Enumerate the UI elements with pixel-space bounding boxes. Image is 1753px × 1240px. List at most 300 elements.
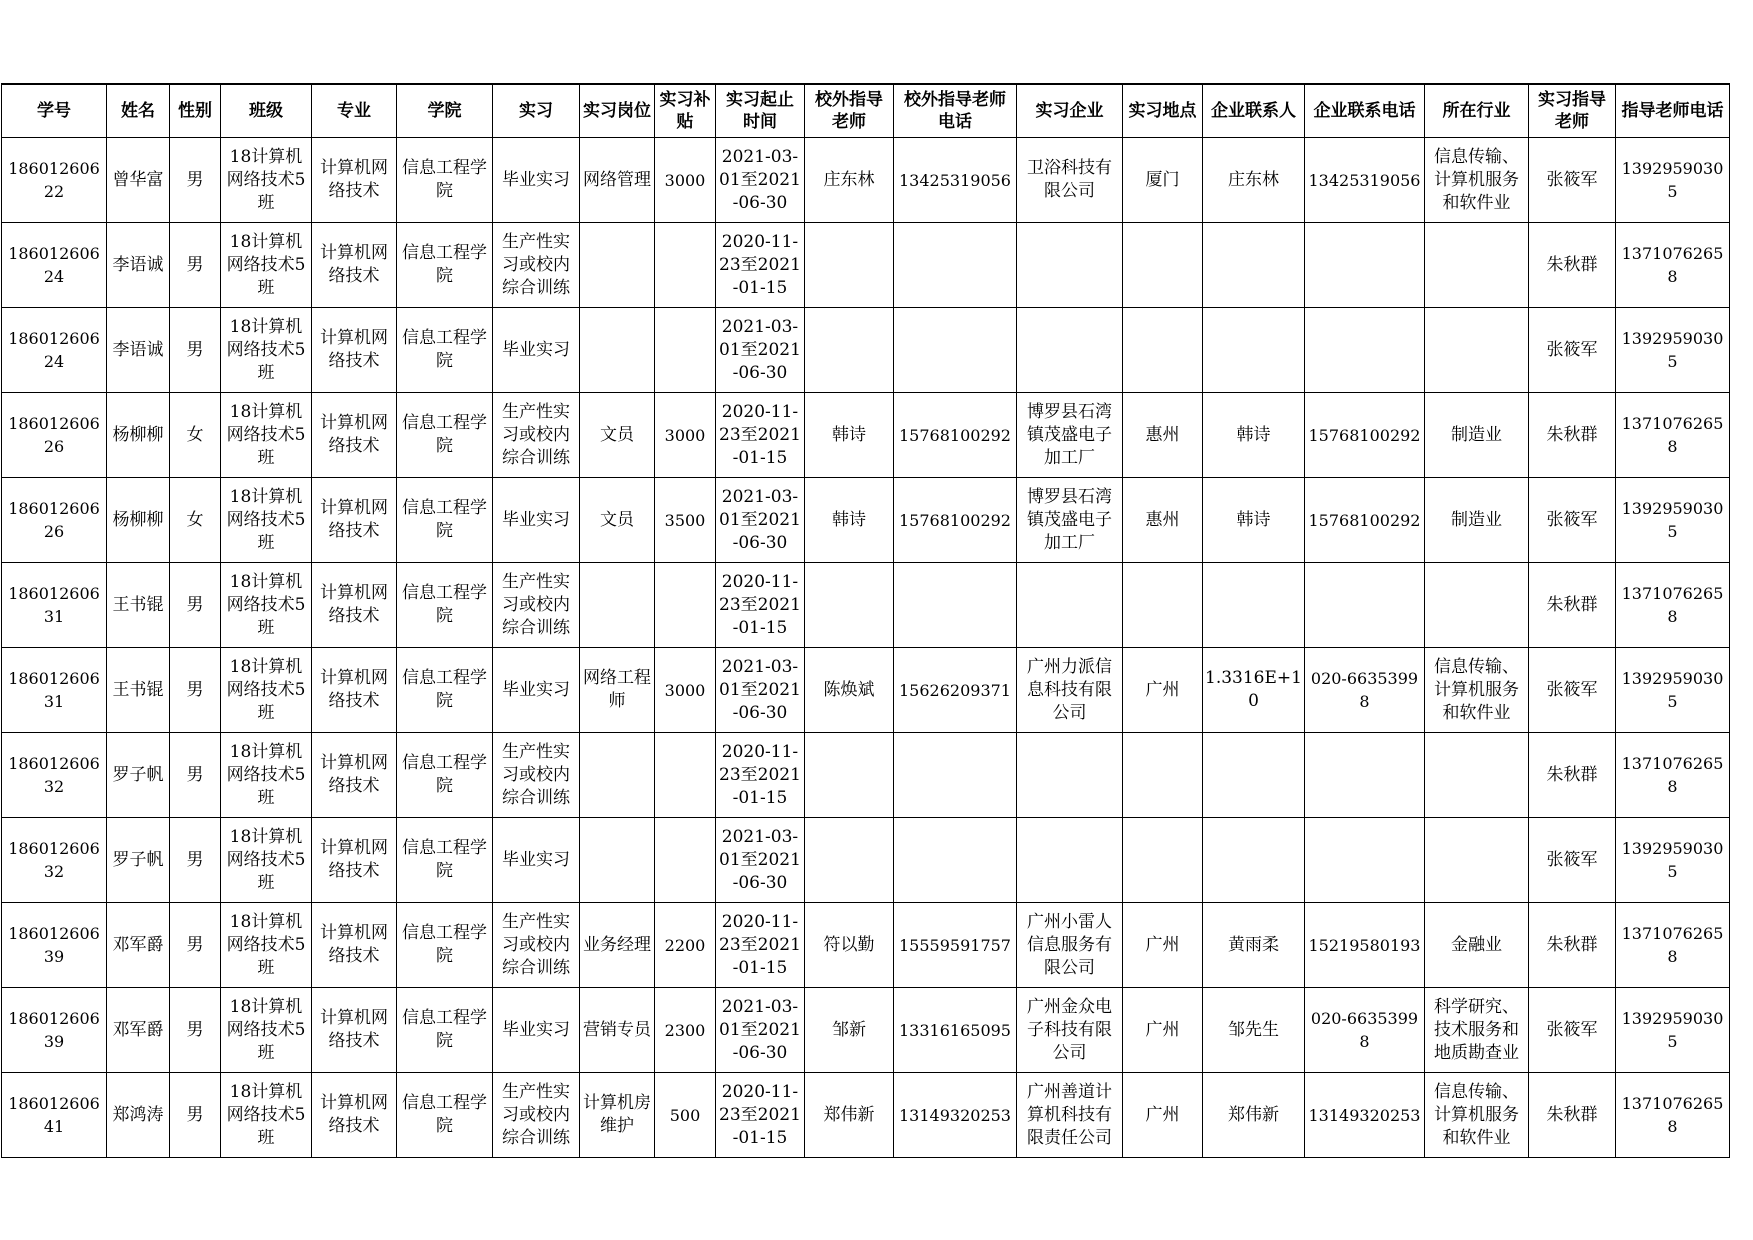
cell-name — [107, 308, 170, 393]
cell-company-phone — [1305, 223, 1425, 308]
cell-class — [221, 223, 312, 308]
cell-text: 13710762658 — [1621, 1094, 1724, 1136]
cell-text: 信息工程学院 — [402, 1008, 487, 1051]
cell-allowance — [655, 478, 716, 563]
cell-text: 李语诚 — [112, 339, 164, 360]
cell-text: 广州 — [1145, 934, 1180, 955]
cell-company-phone — [1305, 138, 1425, 223]
cell-text: 2020-11-23至2021-01-15 — [719, 1081, 801, 1148]
cell-position — [580, 988, 655, 1073]
cell-text: 18601260624 — [8, 329, 100, 371]
cell-text: 朱秋群 — [1546, 594, 1598, 615]
cell-text: 广州 — [1145, 1104, 1180, 1125]
cell-text: 罗子帆 — [112, 764, 164, 785]
cell-text: 信息工程学院 — [402, 838, 487, 881]
cell-class — [221, 818, 312, 903]
cell-gender — [170, 563, 221, 648]
cell-text: 信息工程学院 — [402, 668, 487, 711]
cell-college — [397, 478, 493, 563]
cell-text: 广州 — [1145, 679, 1180, 700]
cell-industry — [1425, 308, 1529, 393]
cell-position — [580, 308, 655, 393]
header-external-mentor-phone: 校外指导老师电话 — [894, 84, 1017, 138]
cell-text: 18计算机网络技术5班 — [226, 1081, 306, 1148]
cell-text: 文员 — [600, 424, 634, 445]
table-body — [2, 138, 1730, 1158]
cell-text: 计算机网络技术 — [320, 1008, 388, 1051]
cell-text: 生产性实习或校内综合训练 — [502, 231, 570, 298]
table-row — [2, 903, 1730, 988]
cell-position — [580, 1073, 655, 1158]
cell-text: 郑伟新 — [1228, 1104, 1279, 1125]
cell-student-id — [2, 308, 107, 393]
cell-text: 罗子帆 — [112, 849, 164, 870]
cell-allowance — [655, 308, 716, 393]
cell-text: 生产性实习或校内综合训练 — [502, 401, 570, 468]
cell-text: 18601260641 — [8, 1094, 100, 1136]
cell-text: 18计算机网络技术5班 — [226, 146, 306, 213]
cell-student-id — [2, 223, 107, 308]
cell-internship-type — [493, 223, 580, 308]
cell-industry — [1425, 1073, 1529, 1158]
cell-text: 制造业 — [1451, 509, 1502, 530]
cell-mentor — [1529, 308, 1616, 393]
cell-text: 博罗县石湾镇茂盛电子加工厂 — [1027, 401, 1112, 468]
cell-text: 朱秋群 — [1546, 254, 1598, 275]
cell-text: 张筱军 — [1546, 169, 1598, 190]
cell-gender — [170, 818, 221, 903]
cell-internship-type — [493, 478, 580, 563]
table-row — [2, 563, 1730, 648]
cell-text: 13710762658 — [1621, 924, 1724, 966]
cell-period — [716, 1073, 805, 1158]
cell-company-contact — [1203, 223, 1305, 308]
cell-external-mentor — [805, 308, 894, 393]
cell-class — [221, 478, 312, 563]
cell-class — [221, 733, 312, 818]
cell-industry — [1425, 903, 1529, 988]
cell-text: 15626209371 — [899, 680, 1011, 700]
cell-student-id — [2, 1073, 107, 1158]
cell-company — [1017, 818, 1123, 903]
cell-company — [1017, 478, 1123, 563]
cell-external-mentor-phone — [894, 138, 1017, 223]
cell-text: 13929590305 — [1621, 159, 1724, 201]
cell-text: 18601260632 — [8, 754, 100, 796]
cell-gender — [170, 903, 221, 988]
cell-gender — [170, 1073, 221, 1158]
cell-mentor-phone — [1616, 1073, 1730, 1158]
cell-text: 13710762658 — [1621, 414, 1724, 456]
cell-name — [107, 648, 170, 733]
cell-text: 2020-11-23至2021-01-15 — [719, 741, 801, 808]
cell-text: 18计算机网络技术5班 — [226, 911, 306, 978]
cell-external-mentor-phone — [894, 733, 1017, 818]
cell-text: 朱秋群 — [1546, 934, 1598, 955]
cell-text: 朱秋群 — [1546, 764, 1598, 785]
cell-college — [397, 818, 493, 903]
cell-name — [107, 1073, 170, 1158]
cell-text: 13149320253 — [1308, 1105, 1421, 1125]
cell-text: 18601260626 — [8, 414, 100, 456]
cell-text: 18601260631 — [8, 669, 100, 711]
cell-text: 毕业实习 — [502, 339, 570, 360]
cell-external-mentor — [805, 733, 894, 818]
cell-text: 18601260639 — [8, 924, 100, 966]
cell-text: 男 — [186, 934, 204, 955]
cell-text: 18计算机网络技术5班 — [226, 571, 306, 638]
cell-text: 网络管理 — [583, 169, 651, 190]
cell-text: 500 — [669, 1105, 701, 1125]
cell-text: 信息工程学院 — [402, 583, 487, 626]
cell-major — [312, 648, 397, 733]
cell-text: 厦门 — [1145, 169, 1180, 190]
cell-text: 2021-03-01至2021-06-30 — [719, 146, 801, 213]
header-position: 实习岗位 — [580, 84, 655, 138]
cell-text: 18601260631 — [8, 584, 100, 626]
cell-name — [107, 733, 170, 818]
cell-major — [312, 393, 397, 478]
cell-class — [221, 648, 312, 733]
cell-location — [1123, 648, 1203, 733]
cell-text: 广州力派信息科技有限公司 — [1027, 656, 1112, 723]
cell-company-contact — [1203, 478, 1305, 563]
cell-class — [221, 988, 312, 1073]
cell-location — [1123, 138, 1203, 223]
cell-company-phone — [1305, 733, 1425, 818]
cell-position — [580, 478, 655, 563]
cell-text: 卫浴科技有限公司 — [1027, 158, 1112, 201]
cell-text: 15559591757 — [899, 935, 1011, 955]
cell-class — [221, 1073, 312, 1158]
cell-company-phone — [1305, 308, 1425, 393]
cell-period — [716, 393, 805, 478]
cell-external-mentor-phone — [894, 478, 1017, 563]
cell-internship-type — [493, 308, 580, 393]
cell-major — [312, 308, 397, 393]
cell-company-phone — [1305, 988, 1425, 1073]
cell-text: 网络工程师 — [583, 668, 651, 711]
cell-text: 李语诚 — [112, 254, 164, 275]
cell-mentor — [1529, 988, 1616, 1073]
cell-industry — [1425, 393, 1529, 478]
cell-text: 生产性实习或校内综合训练 — [502, 571, 570, 638]
cell-mentor-phone — [1616, 563, 1730, 648]
cell-text: 生产性实习或校内综合训练 — [502, 1081, 570, 1148]
cell-external-mentor — [805, 478, 894, 563]
cell-mentor-phone — [1616, 988, 1730, 1073]
cell-gender — [170, 988, 221, 1073]
cell-text: 计算机网络技术 — [320, 838, 388, 881]
cell-company-contact — [1203, 138, 1305, 223]
cell-text: 15768100292 — [1308, 510, 1421, 530]
cell-text: 2020-11-23至2021-01-15 — [719, 231, 801, 298]
table-row — [2, 648, 1730, 733]
cell-text: 15219580193 — [1308, 935, 1421, 955]
cell-mentor — [1529, 818, 1616, 903]
cell-college — [397, 1073, 493, 1158]
cell-gender — [170, 478, 221, 563]
cell-text: 15768100292 — [1308, 425, 1421, 445]
cell-text: 黄雨柔 — [1228, 934, 1279, 955]
cell-text: 毕业实习 — [502, 849, 570, 870]
cell-internship-type — [493, 393, 580, 478]
cell-external-mentor-phone — [894, 308, 1017, 393]
header-class: 班级 — [221, 84, 312, 138]
cell-industry — [1425, 478, 1529, 563]
cell-text: 朱秋群 — [1546, 424, 1598, 445]
cell-text: 信息工程学院 — [402, 923, 487, 966]
cell-internship-type — [493, 563, 580, 648]
cell-text: 信息工程学院 — [402, 158, 487, 201]
cell-text: 金融业 — [1451, 934, 1502, 955]
cell-allowance — [655, 223, 716, 308]
cell-text: 女 — [186, 424, 204, 445]
internship-table — [1, 83, 1730, 1158]
cell-company-contact — [1203, 733, 1305, 818]
header-industry: 所在行业 — [1425, 84, 1529, 138]
header-external-mentor: 校外指导老师 — [805, 84, 894, 138]
table-row — [2, 818, 1730, 903]
cell-text: 2020-11-23至2021-01-15 — [719, 571, 801, 638]
cell-text: 3000 — [664, 425, 706, 445]
cell-external-mentor — [805, 138, 894, 223]
header-company: 实习企业 — [1017, 84, 1123, 138]
cell-text: 13929590305 — [1621, 499, 1724, 541]
cell-text: 信息传输、计算机服务和软件业 — [1434, 1081, 1519, 1148]
cell-text: 韩诗 — [1236, 424, 1271, 445]
cell-text: 张筱军 — [1546, 509, 1598, 530]
cell-external-mentor — [805, 818, 894, 903]
cell-text: 13425319056 — [899, 170, 1011, 190]
cell-text: 020-66353998 — [1310, 1009, 1419, 1051]
cell-text: 3500 — [664, 510, 706, 530]
cell-text: 韩诗 — [832, 509, 866, 530]
cell-college — [397, 733, 493, 818]
cell-industry — [1425, 733, 1529, 818]
cell-mentor — [1529, 478, 1616, 563]
table-row — [2, 138, 1730, 223]
cell-major — [312, 818, 397, 903]
cell-external-mentor-phone — [894, 1073, 1017, 1158]
cell-gender — [170, 648, 221, 733]
cell-external-mentor-phone — [894, 563, 1017, 648]
cell-student-id — [2, 988, 107, 1073]
cell-text: 惠州 — [1145, 509, 1180, 530]
cell-text: 2021-03-01至2021-06-30 — [719, 316, 801, 383]
cell-location — [1123, 308, 1203, 393]
table-header — [2, 84, 1730, 138]
cell-mentor — [1529, 223, 1616, 308]
cell-student-id — [2, 563, 107, 648]
cell-external-mentor-phone — [894, 393, 1017, 478]
cell-text: 邓军爵 — [112, 1019, 164, 1040]
cell-student-id — [2, 733, 107, 818]
cell-allowance — [655, 903, 716, 988]
cell-major — [312, 988, 397, 1073]
cell-internship-type — [493, 903, 580, 988]
cell-major — [312, 138, 397, 223]
cell-company — [1017, 988, 1123, 1073]
cell-text: 计算机网络技术 — [320, 753, 388, 796]
cell-text: 男 — [186, 764, 204, 785]
cell-period — [716, 223, 805, 308]
cell-mentor-phone — [1616, 308, 1730, 393]
cell-text: 毕业实习 — [502, 169, 570, 190]
cell-text: 张筱军 — [1546, 339, 1598, 360]
cell-location — [1123, 563, 1203, 648]
header-student-id: 学号 — [2, 84, 107, 138]
cell-major — [312, 563, 397, 648]
cell-text: 2020-11-23至2021-01-15 — [719, 911, 801, 978]
cell-name — [107, 563, 170, 648]
cell-period — [716, 648, 805, 733]
cell-text: 生产性实习或校内综合训练 — [502, 741, 570, 808]
cell-text: 计算机网络技术 — [320, 923, 388, 966]
cell-text: 女 — [186, 509, 204, 530]
cell-college — [397, 138, 493, 223]
cell-text: 信息工程学院 — [402, 328, 487, 371]
cell-text: 18601260639 — [8, 1009, 100, 1051]
cell-position — [580, 393, 655, 478]
cell-class — [221, 903, 312, 988]
cell-internship-type — [493, 733, 580, 818]
cell-student-id — [2, 818, 107, 903]
cell-period — [716, 308, 805, 393]
cell-college — [397, 903, 493, 988]
cell-text: 18计算机网络技术5班 — [226, 741, 306, 808]
cell-class — [221, 563, 312, 648]
cell-mentor-phone — [1616, 138, 1730, 223]
cell-text: 王书锟 — [112, 594, 164, 615]
cell-position — [580, 818, 655, 903]
cell-position — [580, 733, 655, 818]
cell-text: 王书锟 — [112, 679, 164, 700]
cell-text: 18计算机网络技术5班 — [226, 486, 306, 553]
cell-internship-type — [493, 818, 580, 903]
cell-text: 计算机网络技术 — [320, 668, 388, 711]
table-row — [2, 733, 1730, 818]
cell-text: 广州 — [1145, 1019, 1180, 1040]
cell-text: 邓军爵 — [112, 934, 164, 955]
cell-text: 18601260632 — [8, 839, 100, 881]
cell-company-contact — [1203, 988, 1305, 1073]
cell-external-mentor — [805, 903, 894, 988]
header-mentor: 实习指导老师 — [1529, 84, 1616, 138]
cell-text: 邹新 — [832, 1019, 866, 1040]
cell-text: 男 — [186, 849, 204, 870]
cell-external-mentor — [805, 648, 894, 733]
cell-college — [397, 563, 493, 648]
cell-mentor-phone — [1616, 393, 1730, 478]
cell-text: 计算机网络技术 — [320, 583, 388, 626]
cell-text: 张筱军 — [1546, 679, 1598, 700]
table-row — [2, 478, 1730, 563]
cell-text: 13149320253 — [899, 1105, 1011, 1125]
cell-name — [107, 393, 170, 478]
header-row — [2, 84, 1730, 138]
cell-allowance — [655, 733, 716, 818]
cell-internship-type — [493, 138, 580, 223]
cell-period — [716, 478, 805, 563]
cell-text: 毕业实习 — [502, 679, 570, 700]
cell-company — [1017, 563, 1123, 648]
cell-allowance — [655, 1073, 716, 1158]
cell-text: 韩诗 — [832, 424, 866, 445]
table-row — [2, 308, 1730, 393]
cell-text: 3000 — [664, 170, 706, 190]
cell-mentor-phone — [1616, 223, 1730, 308]
cell-major — [312, 1073, 397, 1158]
cell-text: 陈焕斌 — [823, 679, 875, 700]
cell-text: 13710762658 — [1621, 754, 1724, 796]
cell-text: 18601260622 — [8, 159, 100, 201]
cell-text: 信息传输、计算机服务和软件业 — [1434, 146, 1519, 213]
cell-company-contact — [1203, 818, 1305, 903]
cell-name — [107, 478, 170, 563]
header-name: 姓名 — [107, 84, 170, 138]
cell-text: 2300 — [664, 1020, 706, 1040]
cell-text: 13425319056 — [1308, 170, 1421, 190]
cell-college — [397, 988, 493, 1073]
cell-external-mentor — [805, 393, 894, 478]
cell-student-id — [2, 393, 107, 478]
cell-text: 1.3316E+10 — [1205, 668, 1302, 711]
cell-location — [1123, 478, 1203, 563]
cell-location — [1123, 393, 1203, 478]
cell-internship-type — [493, 988, 580, 1073]
cell-text: 18601260624 — [8, 244, 100, 286]
cell-mentor-phone — [1616, 478, 1730, 563]
cell-mentor-phone — [1616, 818, 1730, 903]
cell-student-id — [2, 648, 107, 733]
cell-text: 男 — [186, 594, 204, 615]
cell-text: 博罗县石湾镇茂盛电子加工厂 — [1027, 486, 1112, 553]
cell-text: 男 — [186, 1019, 204, 1040]
cell-company — [1017, 308, 1123, 393]
cell-period — [716, 988, 805, 1073]
cell-text: 毕业实习 — [502, 509, 570, 530]
cell-student-id — [2, 478, 107, 563]
cell-text: 13929590305 — [1621, 669, 1724, 711]
cell-position — [580, 903, 655, 988]
cell-name — [107, 903, 170, 988]
header-company-phone: 企业联系电话 — [1305, 84, 1425, 138]
cell-class — [221, 138, 312, 223]
cell-internship-type — [493, 648, 580, 733]
cell-text: 计算机房维护 — [583, 1093, 651, 1136]
cell-location — [1123, 988, 1203, 1073]
cell-internship-type — [493, 1073, 580, 1158]
cell-location — [1123, 903, 1203, 988]
header-gender: 性别 — [170, 84, 221, 138]
cell-text: 杨柳柳 — [112, 509, 164, 530]
table-row — [2, 223, 1730, 308]
cell-class — [221, 308, 312, 393]
cell-gender — [170, 393, 221, 478]
cell-text: 营销专员 — [583, 1019, 651, 1040]
cell-location — [1123, 818, 1203, 903]
cell-text: 2020-11-23至2021-01-15 — [719, 401, 801, 468]
cell-period — [716, 903, 805, 988]
cell-mentor-phone — [1616, 648, 1730, 733]
cell-location — [1123, 733, 1203, 818]
cell-text: 广州小雷人信息服务有限公司 — [1027, 911, 1112, 978]
cell-mentor — [1529, 733, 1616, 818]
cell-company-phone — [1305, 393, 1425, 478]
cell-gender — [170, 308, 221, 393]
cell-student-id — [2, 903, 107, 988]
